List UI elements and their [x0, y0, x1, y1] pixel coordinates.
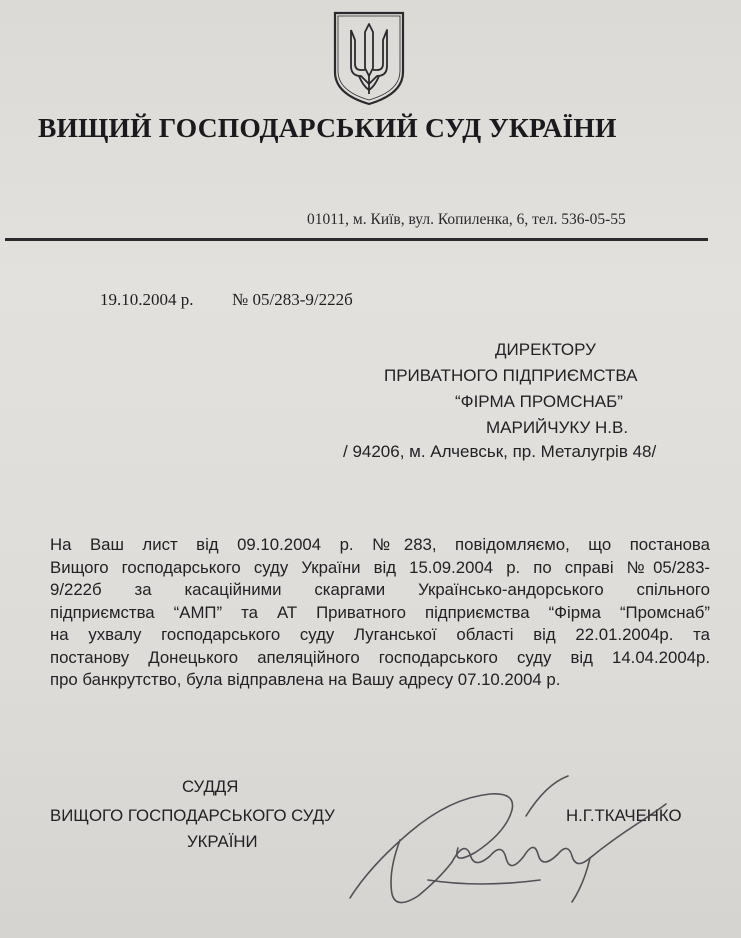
recipient-address: / 94206, м. Алчевськ, пр. Металугрів 48/	[343, 442, 657, 461]
recipient-line: “ФІРМА ПРОМСНАБ”	[455, 392, 623, 411]
body-line: на ухвалу господарського суду Луганської області від 22.01.2004р. та	[50, 625, 710, 644]
recipient-line: МАРИЙЧУКУ Н.В.	[486, 418, 629, 437]
signatory-country: УКРАЇНИ	[187, 832, 258, 851]
court-title: ВИЩИЙ ГОСПОДАРСЬКИЙ СУД УКРАЇНИ	[38, 112, 617, 143]
header-divider	[5, 238, 708, 241]
body-line: постанову Донецького апеляційного господарського суду від 14.04.2004р.	[50, 647, 710, 667]
ukraine-trident-emblem-icon	[331, 10, 407, 106]
body-line: про банкрутство, була відправлена на Вашу адресу 07.10.2004 р.	[50, 670, 561, 689]
body-line: підприємства “АМП” та АТ Приватного підприємства “Фірма “Промснаб”	[50, 602, 710, 622]
recipient-line: ДИРЕКТОРУ	[495, 340, 596, 359]
signatory-title: СУДДЯ	[182, 777, 239, 796]
document-date: 19.10.2004 р.	[100, 290, 194, 309]
signatory-court: ВИЩОГО ГОСПОДАРСЬКОГО СУДУ	[50, 806, 335, 825]
handwritten-signature	[340, 770, 670, 920]
court-address: 01011, м. Київ, вул. Копиленка, 6, тел. 536-05-55	[307, 211, 626, 228]
body-line: Вищого господарського суду України від 15.09.2004 р. по справі №05/283-	[50, 557, 710, 577]
body-line: На Ваш лист від 09.10.2004 р. №283, повідомляємо, що постанова	[50, 535, 710, 554]
signatory-name: Н.Г.ТКАЧЕНКО	[566, 806, 682, 825]
letter-body	[50, 534, 710, 692]
body-line: 9/222б за касаційними скаргами Українсько-андорського спільного	[50, 580, 710, 599]
recipient-line: ПРИВАТНОГО ПІДПРИЄМСТВА	[384, 366, 638, 385]
document-number: № 05/283-9/222б	[232, 290, 353, 309]
